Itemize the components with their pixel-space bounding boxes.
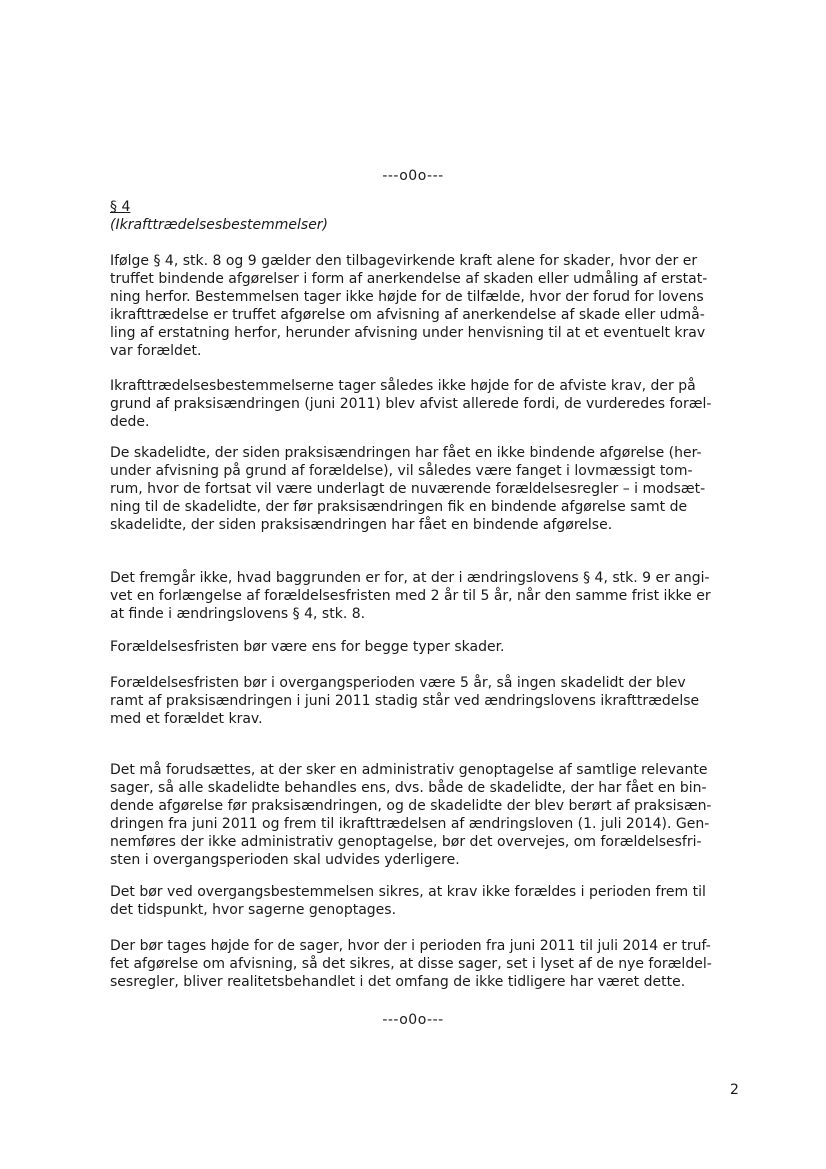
paragraph-line: Der bør tages højde for de sager, hvor der i perioden fra juni 2011 til juli 2014 er truf-	[110, 938, 711, 954]
paragraph-line: vet en forlængelse af forældelsesfristen med 2 år til 5 år, når den samme frist ikke er	[110, 588, 711, 604]
paragraph-line: ramt af praksisændringen i juni 2011 stadig står ved ændringslovens ikrafttrædelse	[110, 693, 700, 709]
paragraph-4	[110, 569, 720, 623]
paragraph-line: rum, hvor de fortsat vil være underlagt de nuværende forældelsesregler – i modsæt-	[110, 481, 706, 497]
paragraph-line: Ifølge § 4, stk. 8 og 9 gælder den tilbagevirkende kraft alene for skader, hvor der er	[110, 253, 698, 269]
paragraph-line: ning herfor. Bestemmelsen tager ikke højde for de tilfælde, hvor der forud for lovens	[110, 289, 704, 305]
paragraph-2	[110, 377, 720, 431]
paragraph-line: dede.	[110, 414, 150, 430]
paragraph-line: ikrafttrædelse er truffet afgørelse om afvisning af anerkendelse af skade eller udmå-	[110, 307, 705, 323]
paragraph-line: Ikrafttrædelsesbestemmelserne tager således ikke højde for de afviste krav, der på	[110, 378, 696, 394]
separator-top: ---o0o---	[382, 168, 444, 184]
paragraph-line: nemføres der ikke administrativ genoptagelse, bør det overvejes, om forældelsesfri-	[110, 834, 702, 850]
paragraph-5	[110, 638, 720, 656]
paragraph-line: truffet bindende afgørelser i form af anerkendelse af skaden eller udmåling af erstat-	[110, 271, 708, 287]
paragraph-line: Forældelsesfristen bør i overgangsperioden være 5 år, så ingen skadelidt der blev	[110, 675, 686, 691]
paragraph-line: at finde i ændringslovens § 4, stk. 8.	[110, 606, 366, 622]
paragraph-1	[110, 252, 720, 360]
paragraph-6	[110, 674, 720, 728]
paragraph-line: De skadelidte, der siden praksisændringen har fået en ikke bindende afgørelse (her-	[110, 445, 702, 461]
paragraph-line: Det fremgår ikke, hvad baggrunden er for, at der i ændringslovens § 4, stk. 9 er angi-	[110, 570, 710, 586]
paragraph-9	[110, 937, 720, 991]
paragraph-line: Forældelsesfristen bør være ens for begge typer skader.	[110, 639, 505, 655]
paragraph-line: dende afgørelse før praksisændringen, og de skadelidte der blev berørt af praksisæn-	[110, 798, 712, 814]
section-number: § 4	[110, 199, 131, 215]
paragraph-line: sesregler, bliver realitetsbehandlet i det omfang de ikke tidligere har været dette.	[110, 974, 686, 990]
paragraph-line: sten i overgangsperioden skal udvides yderligere.	[110, 852, 460, 868]
page-number: 2	[730, 1082, 739, 1098]
paragraph-line: med et forældet krav.	[110, 711, 263, 727]
paragraph-line: fet afgørelse om afvisning, så det sikres, at disse sager, set i lyset af de nye forældel-	[110, 956, 712, 972]
paragraph-line: under afvisning på grund af forældelse), vil således være fanget i lovmæssigt tom-	[110, 463, 693, 479]
paragraph-7	[110, 761, 720, 869]
paragraph-3	[110, 444, 720, 534]
paragraph-line: skadelidte, der siden praksisændringen har fået en bindende afgørelse.	[110, 517, 613, 533]
section-heading	[110, 198, 328, 234]
paragraph-line: sager, så alle skadelidte behandles ens, dvs. både de skadelidte, der har fået en bin-	[110, 780, 707, 796]
paragraph-line: ling af erstatning herfor, herunder afvisning under henvisning til at et eventuelt krav	[110, 325, 706, 341]
paragraph-line: grund af praksisændringen (juni 2011) blev afvist allerede fordi, de vurderedes foræl-	[110, 396, 712, 412]
paragraph-line: var forældet.	[110, 343, 202, 359]
paragraph-line: ning til de skadelidte, der før praksisændringen fik en bindende afgørelse samt de	[110, 499, 688, 515]
paragraph-line: Det bør ved overgangsbestemmelsen sikres, at krav ikke forældes i perioden frem til	[110, 884, 706, 900]
paragraph-line: Det må forudsættes, at der sker en administrativ genoptagelse af samtlige relevante	[110, 762, 708, 778]
separator-bottom: ---o0o---	[382, 1012, 444, 1028]
section-title: (Ikrafttrædelsesbestemmelser)	[110, 217, 329, 233]
paragraph-8	[110, 883, 720, 919]
paragraph-line: det tidspunkt, hvor sagerne genoptages.	[110, 902, 397, 918]
paragraph-line: dringen fra juni 2011 og frem til ikrafttrædelsen af ændringsloven (1. juli 2014). Gen-	[110, 816, 710, 832]
